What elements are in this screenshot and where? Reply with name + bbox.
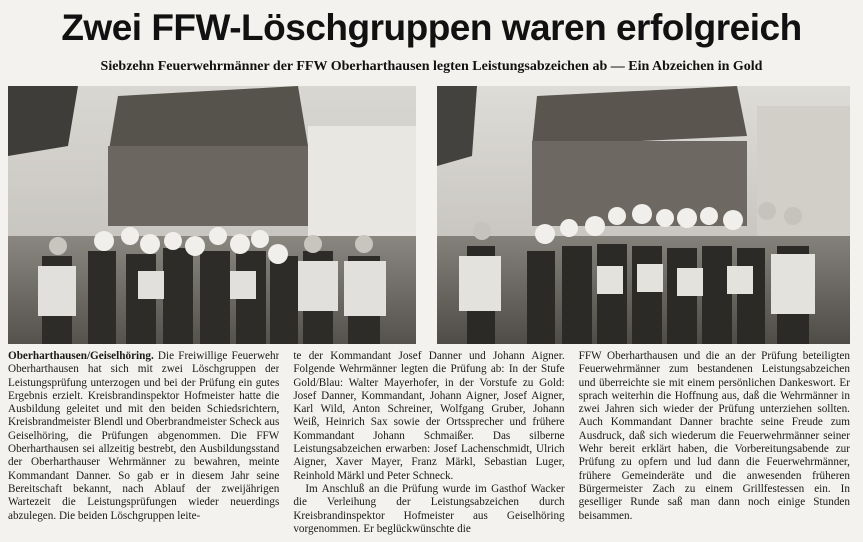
group-photo-left <box>8 86 416 344</box>
article-column-2 <box>293 350 564 536</box>
group-photo-left-image <box>8 86 416 344</box>
article-column-3 <box>579 350 850 536</box>
group-photo-right <box>437 86 850 344</box>
column-2-paragraph-2: Im Anschluß an die Prüfung wurde im Gasthof Wacker die Verleihung der Leistungsabzeichen durch Kreisbrandinspektor Hofmeister aus Geiselhöring vorgenommen. Er beglückwünschte die <box>293 482 565 535</box>
article-paragraph <box>8 350 279 523</box>
headline: Zwei FFW-Löschgruppen waren erfolgreich <box>61 7 802 48</box>
dateline: Oberharthausen/Geiselhöring. <box>8 350 154 362</box>
column-1-text: Die Freiwillige Feuerwehr Oberharthausen hat sich mit zwei Löschgruppen der Leistungsprüfung unterzogen und bei der Prüfung ein gutes Ergebnis erzielt. Kreisbrandinspektor Hofmeister hatte die Ausbildung geleitet und mit den beiden Schiedsrichtern, Kreisbrandmeister Blendl und Oberbrandmeister Scheck aus Geiselhöring, die Prüfungen abgenommen. Die FFW Oberharthausen sei allzeitig bestrebt, den Ausbildungsstand der Oberharthauser Wehrmänner zu bewahren, meinte Kommandant Danner. So gab er in diesem Jahr seine Bereitschaft bekannt, nach Ablauf der zweijährigen Wartezeit die Leistungsprüfungen wieder neuerdings abzulegen. Die beiden Löschgruppen leite- <box>8 350 280 522</box>
column-2-text: te der Kommandant Josef Danner und Johann Aigner. Folgende Wehrmänner legten die Prüfung ab: In der Stufe Gold/Blau: Walter Mayerhofer, in der Vorstufe zu Gold: Josef Danner, Kommandant, Johann Aigner, Josef Aigner, Karl Wild, Anton Schreiner, Wolfgang Gruber, Johann Weiß, Heinrich Sax sowie der Ortssprecher und frühere Kommandant Johann Schmaißer. Das silberne Leistungsabzeichen erwarben: Josef Lachenschmidt, Ulrich Aigner, Xaver Mayer, Franz Märkl, Sebastian Luger, Reinhold Märkl und Peter Schneck. <box>293 350 565 482</box>
column-3-text: FFW Oberharthausen und die an der Prüfung beteiligten Feuerwehrmänner zum bestandenen Leistungsabzeichen und überreichte sie mit einem persönlichen Dankeswort. Er sprach weiterhin die Hoffnung aus, daß die Wehrmänner in zwei Jahren sich wieder der Prüfung unterziehen sollten. Auch Kommandant Danner brachte seine Freude zum Ausdruck, daß sich wiederum die Feuerwehrmänner seiner Wehr bereit erklärt haben, die Vorbereitungsabende zur Prüfung zu opfern und lud dann die Feuerwehrmänner, frühere Gemeinderäte und die anwesenden früheren Bürgermeister Zach zu einem Grillfestessen ein. In geselliger Runde saß man dann noch einige Stunden beisammen. <box>578 350 850 522</box>
article-body <box>8 350 850 536</box>
article-column-1 <box>8 350 279 536</box>
subheadline: Siebzehn Feuerwehrmänner der FFW Oberharthausen legten Leistungsabzeichen ab — Ein Abzeichen in Gold <box>100 59 763 74</box>
group-photo-right-image <box>437 86 850 344</box>
